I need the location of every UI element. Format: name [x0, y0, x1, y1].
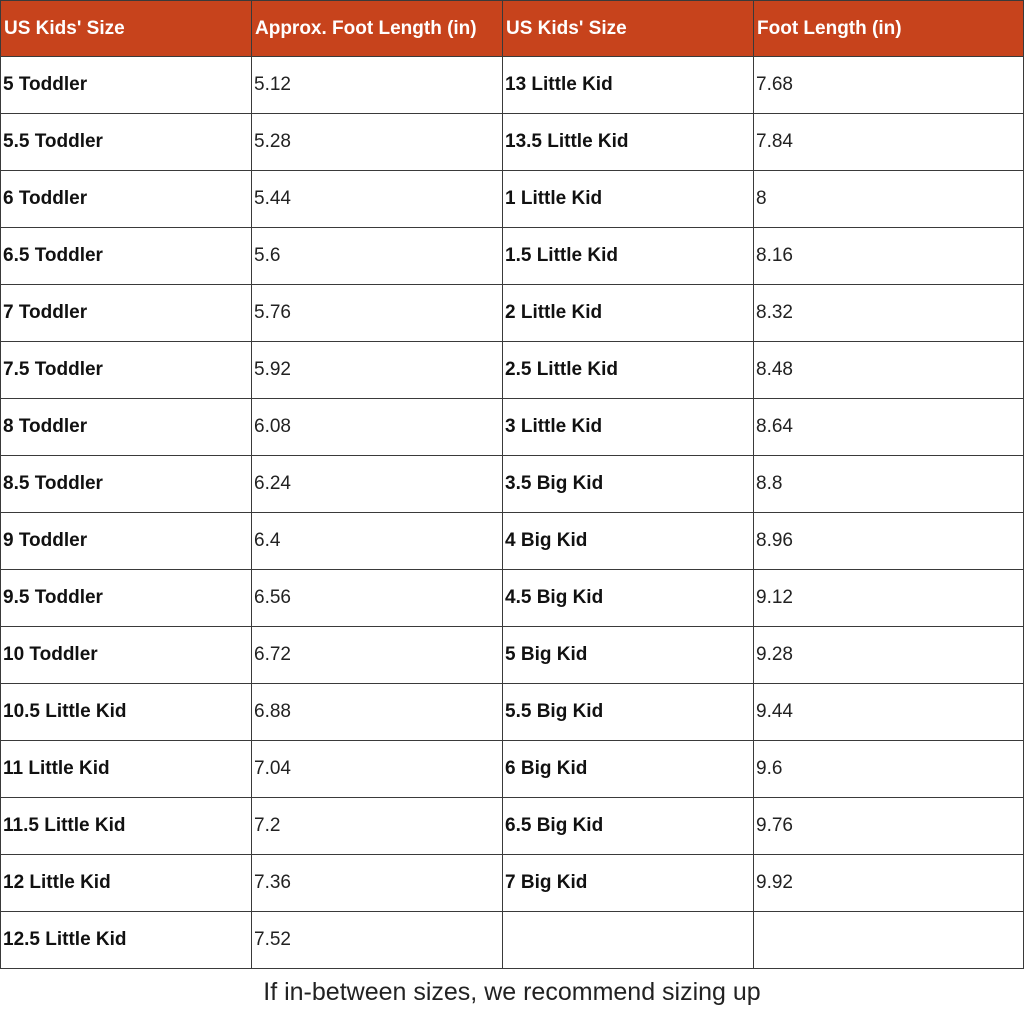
table-row	[1, 171, 1024, 228]
size-right-cell: 4.5 Big Kid	[503, 570, 754, 627]
size-left-cell: 6.5 Toddler	[1, 228, 252, 285]
size-left-cell: 12.5 Little Kid	[1, 912, 252, 969]
length-right-cell: 8	[754, 171, 1024, 228]
length-left-cell: 6.4	[252, 513, 503, 570]
size-right-cell: 13.5 Little Kid	[503, 114, 754, 171]
length-right-cell: 8.32	[754, 285, 1024, 342]
size-left-cell: 6 Toddler	[1, 171, 252, 228]
length-left-cell: 7.04	[252, 741, 503, 798]
size-left-cell: 10 Toddler	[1, 627, 252, 684]
length-left-cell: 6.56	[252, 570, 503, 627]
length-left-cell: 7.52	[252, 912, 503, 969]
size-left-cell: 5.5 Toddler	[1, 114, 252, 171]
size-right-cell: 2.5 Little Kid	[503, 342, 754, 399]
length-left-cell: 5.76	[252, 285, 503, 342]
size-left-cell: 7.5 Toddler	[1, 342, 252, 399]
table-row	[1, 513, 1024, 570]
table-row	[1, 627, 1024, 684]
header-approx-foot-length: Approx. Foot Length (in)	[252, 1, 503, 57]
length-left-cell: 7.2	[252, 798, 503, 855]
size-right-cell: 1.5 Little Kid	[503, 228, 754, 285]
size-right-cell: 5.5 Big Kid	[503, 684, 754, 741]
size-right-cell: 6 Big Kid	[503, 741, 754, 798]
table-row	[1, 228, 1024, 285]
size-left-cell: 8.5 Toddler	[1, 456, 252, 513]
header-us-kids-size-left: US Kids' Size	[1, 1, 252, 57]
size-left-cell: 5 Toddler	[1, 57, 252, 114]
length-right-cell: 9.12	[754, 570, 1024, 627]
table-row	[1, 741, 1024, 798]
size-right-cell	[503, 912, 754, 969]
table-header	[1, 1, 1024, 57]
table-row	[1, 855, 1024, 912]
length-left-cell: 6.24	[252, 456, 503, 513]
length-right-cell: 8.16	[754, 228, 1024, 285]
size-left-cell: 10.5 Little Kid	[1, 684, 252, 741]
table-row	[1, 57, 1024, 114]
table-row	[1, 456, 1024, 513]
size-left-cell: 7 Toddler	[1, 285, 252, 342]
length-left-cell: 6.72	[252, 627, 503, 684]
size-left-cell: 11 Little Kid	[1, 741, 252, 798]
header-us-kids-size-right: US Kids' Size	[503, 1, 754, 57]
table-row	[1, 285, 1024, 342]
size-right-cell: 13 Little Kid	[503, 57, 754, 114]
length-left-cell: 5.28	[252, 114, 503, 171]
size-left-cell: 8 Toddler	[1, 399, 252, 456]
length-left-cell: 5.44	[252, 171, 503, 228]
table-row	[1, 798, 1024, 855]
size-right-cell: 3 Little Kid	[503, 399, 754, 456]
length-right-cell: 9.6	[754, 741, 1024, 798]
size-right-cell: 1 Little Kid	[503, 171, 754, 228]
size-right-cell: 6.5 Big Kid	[503, 798, 754, 855]
length-left-cell: 5.92	[252, 342, 503, 399]
length-left-cell: 6.88	[252, 684, 503, 741]
length-right-cell: 9.44	[754, 684, 1024, 741]
length-right-cell: 8.48	[754, 342, 1024, 399]
length-left-cell: 6.08	[252, 399, 503, 456]
header-foot-length: Foot Length (in)	[754, 1, 1024, 57]
table-body	[1, 57, 1024, 969]
size-left-cell: 11.5 Little Kid	[1, 798, 252, 855]
size-right-cell: 5 Big Kid	[503, 627, 754, 684]
length-left-cell: 5.6	[252, 228, 503, 285]
table-row	[1, 912, 1024, 969]
length-left-cell: 7.36	[252, 855, 503, 912]
size-right-cell: 2 Little Kid	[503, 285, 754, 342]
length-right-cell	[754, 912, 1024, 969]
header-row	[1, 1, 1024, 57]
length-right-cell: 7.84	[754, 114, 1024, 171]
table-row	[1, 114, 1024, 171]
length-right-cell: 8.64	[754, 399, 1024, 456]
size-left-cell: 9 Toddler	[1, 513, 252, 570]
size-right-cell: 3.5 Big Kid	[503, 456, 754, 513]
length-right-cell: 8.96	[754, 513, 1024, 570]
length-left-cell: 5.12	[252, 57, 503, 114]
size-right-cell: 7 Big Kid	[503, 855, 754, 912]
size-right-cell: 4 Big Kid	[503, 513, 754, 570]
length-right-cell: 8.8	[754, 456, 1024, 513]
table-row	[1, 684, 1024, 741]
length-right-cell: 7.68	[754, 57, 1024, 114]
size-left-cell: 9.5 Toddler	[1, 570, 252, 627]
length-right-cell: 9.92	[754, 855, 1024, 912]
length-right-cell: 9.76	[754, 798, 1024, 855]
table-row	[1, 342, 1024, 399]
table-row	[1, 570, 1024, 627]
table-row	[1, 399, 1024, 456]
length-right-cell: 9.28	[754, 627, 1024, 684]
size-left-cell: 12 Little Kid	[1, 855, 252, 912]
sizing-footnote: If in-between sizes, we recommend sizing up	[263, 978, 761, 1006]
